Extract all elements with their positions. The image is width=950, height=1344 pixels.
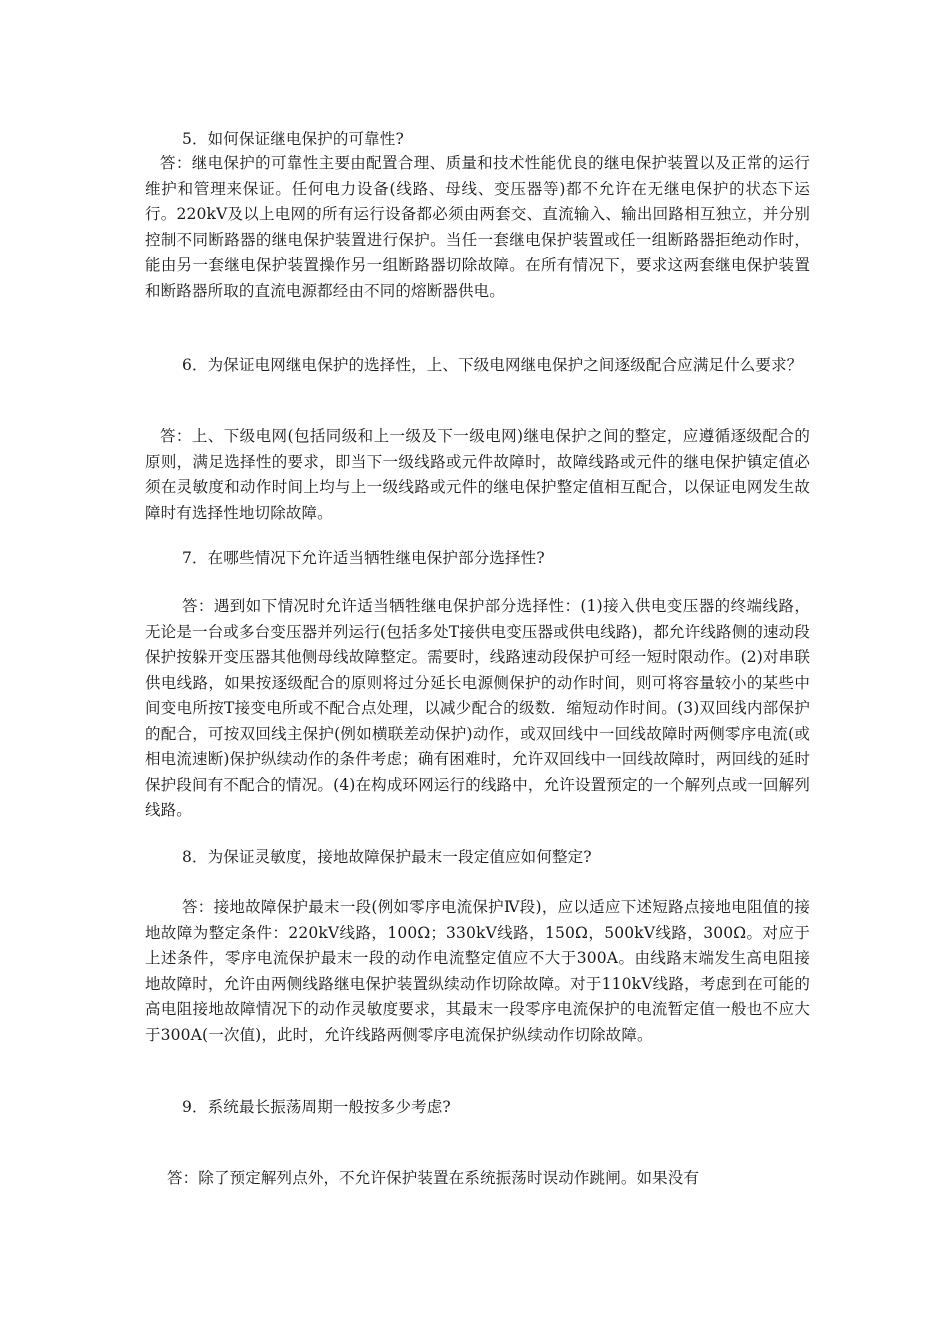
question-8: 8．为保证灵敏度，接地故障保护最末一段定值应如何整定?: [182, 848, 592, 866]
answer-6: 答：上、下级电网(包括同级和上一级及下一级电网)继电保护之间的整定，应遵循逐级配合的原则，满足选择性的要求，即当下一级线路或元件故障时，故障线路或元件的继电保护镇定值必须在灵敏度和动作时间上均与上一级线路或元件的继电保护整定值相互配合，以保证电网发生故障时有选择性地切除故障。: [145, 427, 810, 522]
question-9: 9．系统最长振荡周期一般按多少考虑?: [182, 1098, 451, 1116]
question-7: 7．在哪些情况下允许适当牺牲继电保护部分选择性?: [182, 549, 545, 567]
answer-9: 答：除了预定解列点外，不允许保护装置在系统振荡时误动作跳闸。如果没有: [167, 1169, 700, 1187]
question-6: 6．为保证电网继电保护的选择性，上、下级电网继电保护之间逐级配合应满足什么要求？: [182, 356, 803, 374]
answer-7: 答：遇到如下情况时允许适当牺牲继电保护部分选择性：(1)接入供电变压器的终端线路，无论是一台或多台变压器并列运行(包括多处T接供电变压器或供电线路)，都允许线路侧的速动段保护按躲开变压器其他侧母线故障整定。需要时，线路速动段保护可经一短时限动作。(2)对串联供电线路，如果按逐级配合的原则将过分延长电源侧保护的动作时间，则可将容量较小的某些中间变电所按T接变电所或不配合点处理，以减少配合的级数．缩短动作时间。(3)双回线内部保护的配合，可按双回线主保护(例如横联差动保护)动作，或双回线中一回线故障时两侧零序电流(或相电流速断)保护纵续动作的条件考虑；确有困难时，允许双回线中一回线故障时，两回线的延时保护段间有不配合的情况。(4)在构成环网运行的线路中，允许设置预定的一个解列点或一回解列线路。: [145, 597, 810, 819]
answer-5: 答：继电保护的可靠性主要由配置合理、质量和技术性能优良的继电保护装置以及正常的运行维护和管理来保证。任何电力设备(线路、母线、变压器等)都不允许在无继电保护的状态下运行。220kV及以上电网的所有运行设备都必须由两套交、直流输入、输出回路相互独立，并分别控制不同断路器的继电保护装置进行保护。当任一套继电保护装置或任一组断路器拒绝动作时，能由另一套继电保护装置操作另一组断路器切除故障。在所有情况下，要求这两套继电保护装置和断路器所取的直流电源都经由不同的熔断器供电。: [145, 154, 810, 300]
answer-8: 答：接地故障保护最末一段(例如零序电流保护Ⅳ段)，应以适应下述短路点接地电阻值的接地故障为整定条件：220kV线路，100Ω；330kV线路，150Ω，500kV线路，300Ω。对应于上述条件，零序电流保护最末一段的动作电流整定值应不大于300A。由线路末端发生高电阻接地故障时，允许由两侧线路继电保护装置纵续动作切除故障。对于110kV线路，考虑到在可能的高电阻接地故障情况下的动作灵敏度要求，其最末一段零序电流保护的电流暂定值一般也不应大于300A(一次值)，此时，允许线路两侧零序电流保护纵续动作切除故障。: [145, 898, 810, 1044]
question-5: 5．如何保证继电保护的可靠性?: [182, 130, 404, 148]
